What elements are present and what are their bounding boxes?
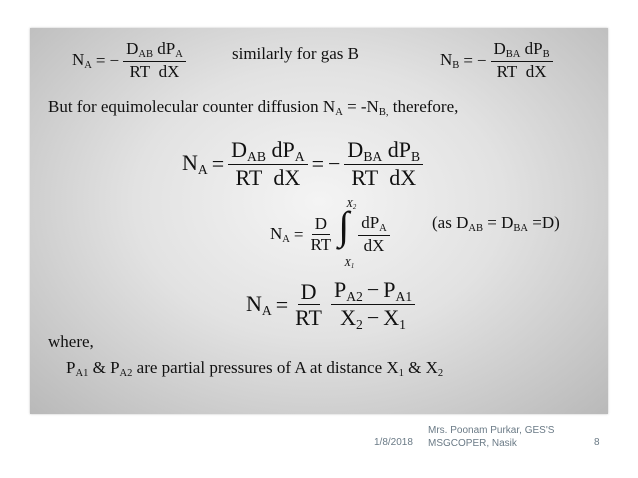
footer-date: 1/8/2018: [374, 437, 413, 448]
equation-counter-diffusion: $N_A$ = $\frac{D_{AB} dP_A}{\text{RT dX}}$ = − $\frac{D_{BA} dP_B}{\text{RT dX}}$: [182, 138, 423, 190]
counter-diffusion-text: But for equimolecular counter diffusion $N_A = -N_{B,}$ therefore,: [48, 97, 459, 119]
nb-fraction: $\frac{D_{BA} dP_B}{\text{RT dX}}$: [491, 40, 553, 81]
equation-integral: $N_A$ = $\frac{D}{RT}$ ∫ $X_2$ $X_1$ $\frac{dP_A}{dX}$: [270, 212, 390, 258]
integral-coefficient: $\frac{D}{RT}$: [310, 214, 332, 255]
big-fraction-ba: $\frac{D_{BA} dP_B}{\text{RT dX}}$: [344, 138, 423, 190]
equation-na-flux: $N_A$ = − $\frac{D_{AB} dP_A}{\text{RT dX}}$: [72, 40, 186, 81]
diffusivity-note: (as $D_{AB} = D_{BA} =D$): [432, 213, 560, 235]
big-fraction-ab: $\frac{D_{AB} dP_A}{\text{RT dX}}$: [228, 138, 307, 190]
na-lhs: $N_A$: [72, 50, 92, 72]
final-pressure-fraction: $\frac{P_{A2} - P_{A1}}{X_2 - X_1}$: [331, 278, 415, 333]
equation-nb-flux: $N_B$ = − $\frac{D_{BA} dP_B}{\text{RT dX}}$: [440, 40, 553, 81]
na-fraction: $\frac{D_{AB} dP_A}{\text{RT dX}}$: [123, 40, 186, 81]
equation-final-flux: $N_A$ = $\frac{D}{RT}$ $\frac{P_{A2} - P_{A1}}{X_2 - X_1}$: [246, 278, 415, 333]
big-lhs: $N_A$: [182, 150, 208, 178]
pressure-description: $P_{A1}$ & $P_{A2}$ are partial pressures of A at distance $X_1$ & $X_2$: [66, 358, 444, 380]
final-lhs: $N_A$: [246, 291, 272, 319]
final-coefficient: $\frac{D}{RT}$: [295, 279, 322, 331]
footer-author: Mrs. Poonam Purkar, GES'S MSGCOPER, Nasik: [428, 425, 555, 449]
integral-sign: ∫ $X_2$ $X_1$: [338, 198, 357, 270]
footer-page-number: 8: [594, 437, 600, 448]
nb-lhs: $N_B$: [440, 50, 460, 72]
where-text: where,: [48, 332, 94, 351]
integrand-fraction: $\frac{dP_A}{dX}$: [358, 214, 390, 255]
similarly-text: similarly for gas B: [232, 44, 360, 63]
integral-lhs: $N_A$: [270, 224, 290, 246]
